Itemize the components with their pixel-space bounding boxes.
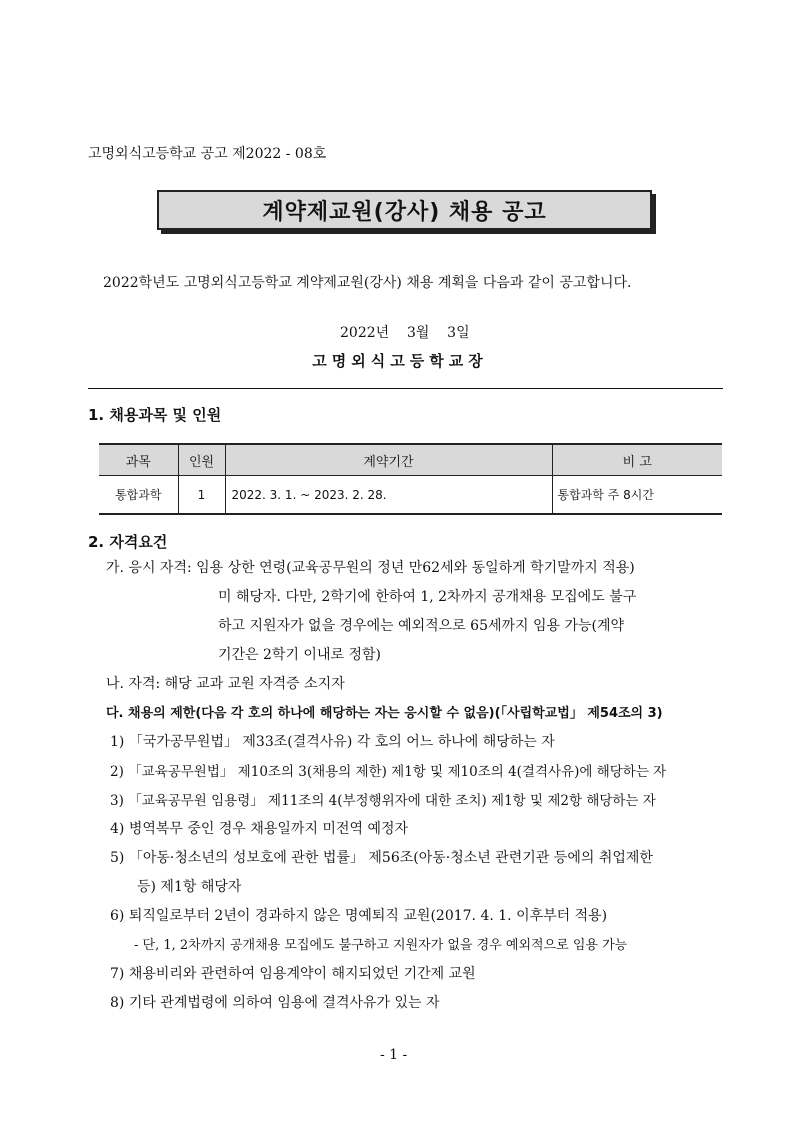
cell-remarks: 통합과학 주 8시간 <box>552 476 722 515</box>
recruitment-table <box>99 443 722 515</box>
qualification-line-2: 미 해당자. 다만, 2학기에 한하여 1, 2차까지 공개채용 모집에도 불구 <box>218 589 637 605</box>
cell-subject: 통합과학 <box>99 476 178 515</box>
restriction-item-continued: 등) 제1항 해당자 <box>137 879 242 895</box>
document-title: 계약제교원(강사) 채용 공고 <box>157 190 652 230</box>
title-banner <box>157 190 654 232</box>
notice-number: 고명외식고등학교 공고 제2022 - 08호 <box>88 146 327 162</box>
principal-signature: 고명외식고등학교장 <box>312 352 488 370</box>
restriction-item: 3) 「교육공무원 임용령」 제11조의 4(부정행위자에 대한 조치) 제1항 및 제2항 해당하는 자 <box>110 793 656 809</box>
divider <box>88 388 723 389</box>
announcement-date: 2022년 3월 3일 <box>340 325 470 341</box>
restriction-item: 5) 「아동·청소년의 성보호에 관한 법률」 제56조(아동·청소년 관련기관 등에의 취업제한 <box>110 850 653 866</box>
restriction-item: 2) 「교육공무원법」 제10조의 3(채용의 제한) 제1항 및 제10조의 4(결격사유)에 해당하는 자 <box>110 764 667 780</box>
header-remarks: 비 고 <box>552 444 722 476</box>
section2-heading: 2. 자격요건 <box>88 533 168 551</box>
page-number: - 1 - <box>380 1047 408 1063</box>
restriction-item: 6) 퇴직일로부터 2년이 경과하지 않은 명예퇴직 교원(2017. 4. 1. 이후부터 적용) <box>110 908 608 924</box>
restriction-item: 8) 기타 관계법령에 의하여 임용에 결격사유가 있는 자 <box>110 995 440 1011</box>
qualification-line-1: 가. 응시 자격: 임용 상한 연령(교육공무원의 정년 만62세와 동일하게 학기말까지 적용) <box>106 560 635 576</box>
restriction-item: 1) 「국가공무원법」 제33조(결격사유) 각 호의 어느 하나에 해당하는 자 <box>110 734 555 750</box>
section1-heading: 1. 채용과목 및 인원 <box>88 406 222 424</box>
cell-period: 2022. 3. 1. ~ 2023. 2. 28. <box>225 476 552 515</box>
restriction-item: 7) 채용비리와 관련하여 임용계약이 해지되었던 기간제 교원 <box>110 966 476 982</box>
restriction-note: - 단, 1, 2차까지 공개채용 모집에도 불구하고 지원자가 없을 경우 예외적으로 임용 가능 <box>134 938 628 953</box>
header-subject: 과목 <box>99 444 178 476</box>
header-count: 인원 <box>178 444 225 476</box>
table-row <box>99 476 722 515</box>
intro-text: 2022학년도 고명외식고등학교 계약제교원(강사) 채용 계획을 다음과 같이 공고합니다. <box>103 275 632 291</box>
restriction-heading: 다. 채용의 제한(다음 각 호의 하나에 해당하는 자는 응시할 수 없음)(「사립학교법」 제54조의 3) <box>106 706 663 721</box>
qualification-line-3: 하고 지원자가 없을 경우에는 예외적으로 65세까지 임용 가능(계약 <box>218 618 625 634</box>
license-requirement: 나. 자격: 해당 교과 교원 자격증 소지자 <box>106 676 345 692</box>
qualification-line-4: 기간은 2학기 이내로 정함) <box>218 647 381 663</box>
cell-count: 1 <box>178 476 225 515</box>
restriction-item: 4) 병역복무 중인 경우 채용일까지 미전역 예정자 <box>110 821 409 837</box>
table-header-row <box>99 444 722 476</box>
header-period: 계약기간 <box>225 444 552 476</box>
